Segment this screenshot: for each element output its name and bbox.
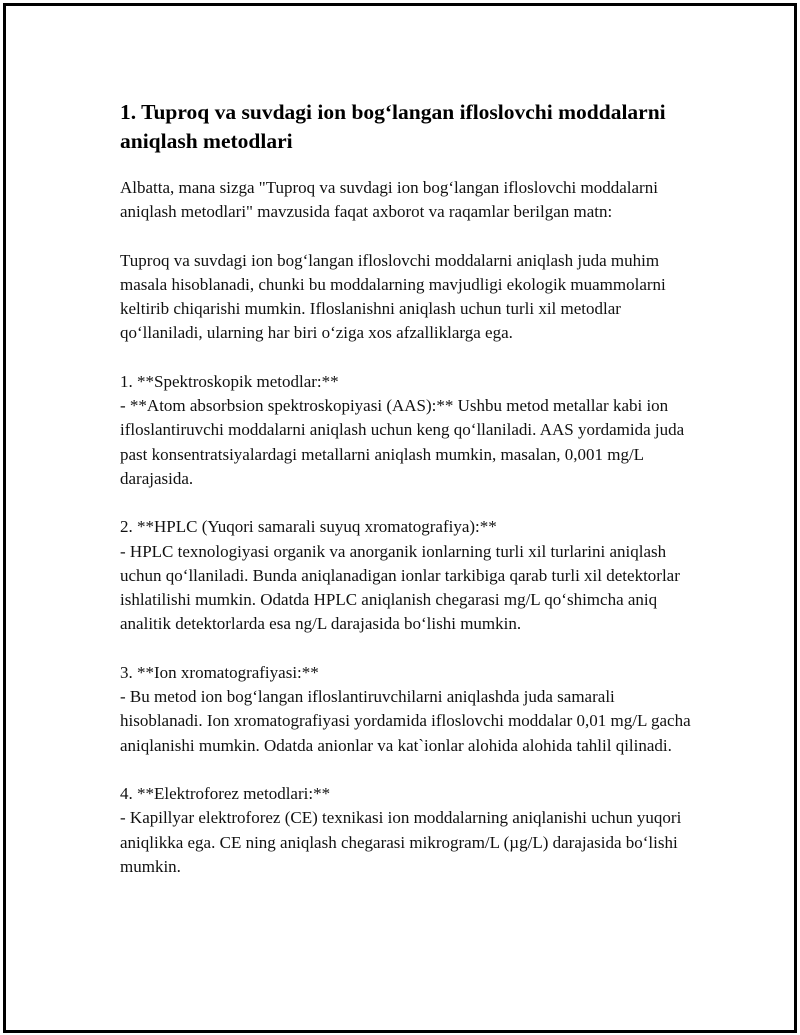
section-body: - HPLC texnologiyasi organik va anorganik ionlarning turli xil turlarini aniqlash uchun qo‘llaniladi. Bunda aniqlanadigan ionlar tarkibiga qarab turli xil detektorlar ishlatilishi mumkin. Odatda HPLC aniqlanish chegarasi mg/L qo‘shimcha aniq analitik detektorlarda esa ng/L darajasida bo‘lishi mumkin. [120, 541, 680, 634]
paragraph-spacer [120, 225, 700, 249]
section-body: - Bu metod ion bog‘langan ifloslantiruvchilarni aniqlashda juda samarali hisoblanadi. Ion xromatografiyasi yordamida ifloslovchi moddalar 0,01 mg/L gacha aniqlanishi mumkin. Odatda anionlar va kat`ionlar alohida alohida tahlil qilinadi. [120, 687, 691, 755]
paragraph-spacer [120, 758, 700, 782]
paragraph-spacer [120, 491, 700, 515]
section-spectroscopy [120, 370, 700, 491]
document-title: 1. Tuproq va suvdagi ion bog‘langan ifloslovchi moddalarni aniqlash metodlari [120, 100, 666, 153]
section-heading: 2. **HPLC (Yuqori samarali suyuq xromatografiya):** [120, 517, 497, 537]
page-frame [3, 3, 797, 1033]
section-electrophoresis [120, 782, 700, 879]
intro-paragraph: Albatta, mana sizga "Tuproq va suvdagi ion bog‘langan ifloslovchi moddalarni aniqlash metodlari" mavzusida faqat axborot va raqamlar berilgan matn: [120, 178, 658, 222]
section-ion-chromatography [120, 661, 700, 758]
paragraph-spacer [120, 346, 700, 370]
section-body: - Kapillyar elektroforez (CE) texnikasi ion moddalarning aniqlanishi uchun yuqori aniqlikka ega. CE ning aniqlash chegarasi mikrogram/L (µg/L) darajasida bo‘lishi mumkin. [120, 808, 682, 876]
section-hplc [120, 515, 700, 636]
section-body: - **Atom absorbsion spektroskopiyasi (AAS):** Ushbu metod metallar kabi ion ifloslantiruvchi moddalarni aniqlash uchun keng qo‘llaniladi. AAS yordamida juda past konsentratsiyalardagi metallarni aniqlash mumkin, masalan, 0,001 mg/L darajasida. [120, 396, 685, 488]
paragraph-spacer [120, 637, 700, 661]
document-content [120, 98, 700, 879]
section-heading: 3. **Ion xromatografiyasi:** [120, 662, 319, 682]
section-heading: 4. **Elektroforez metodlari:** [120, 783, 331, 803]
section-heading: 1. **Spektroskopik metodlar:** [120, 371, 339, 391]
overview-paragraph: Tuproq va suvdagi ion bog‘langan ifloslovchi moddalarni aniqlash juda muhim masala hisoblanadi, chunki bu moddalarning mavjudligi ekologik muammolarni keltirib chiqarishi mumkin. Ifloslanishni aniqlash uchun turli xil metodlar qo‘llaniladi, ularning har biri o‘ziga xos afzalliklarga ega. [120, 250, 666, 343]
